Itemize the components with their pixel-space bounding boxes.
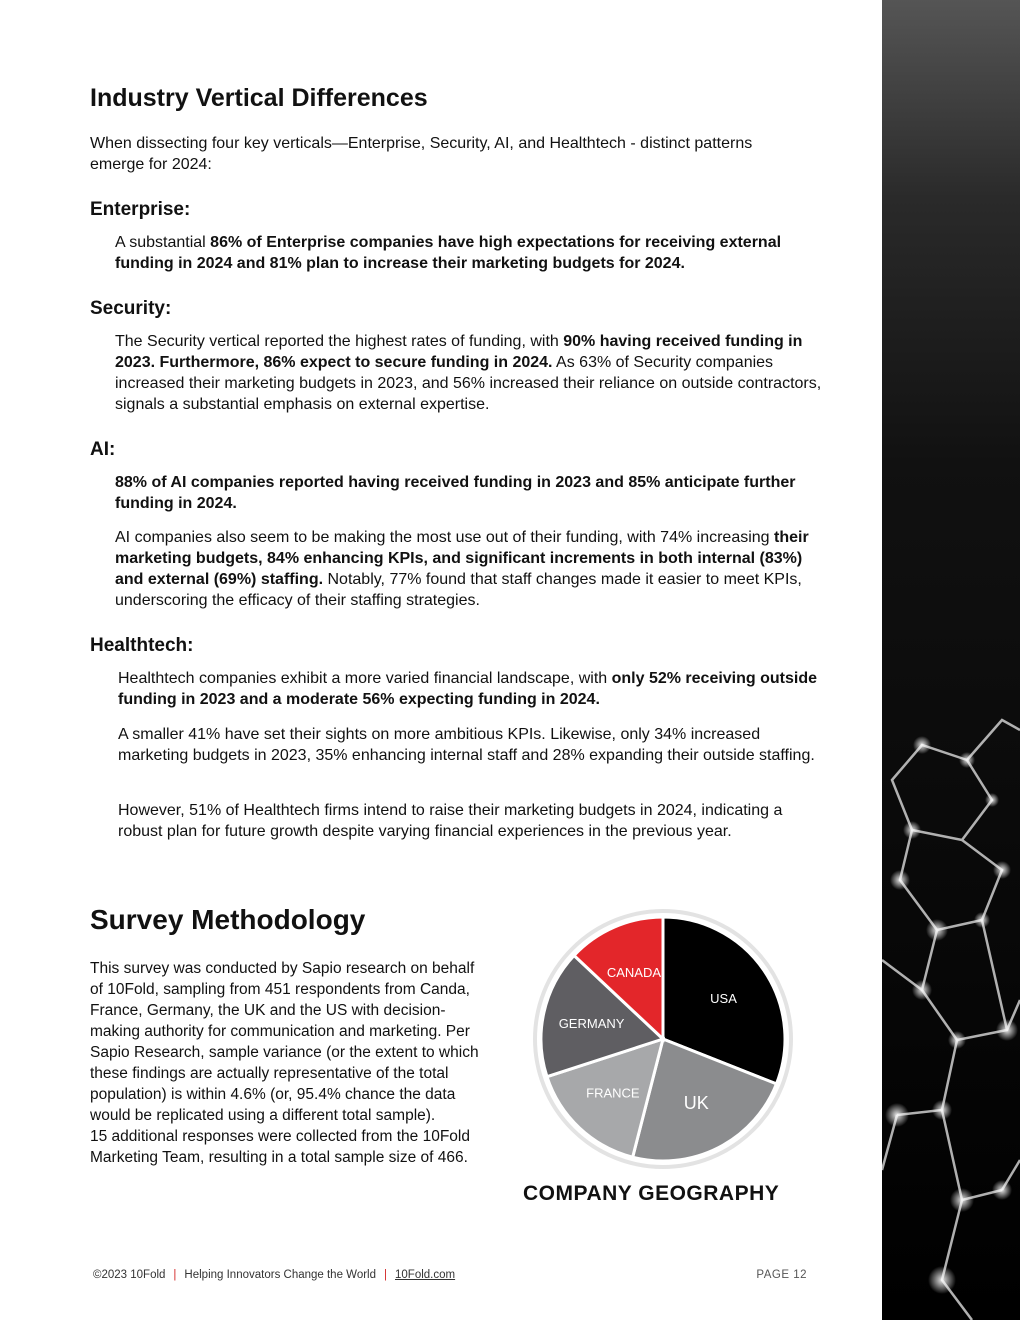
- healthtech-paragraph-2: A smaller 41% have set their sights on more ambitious KPIs. Likewise, only 34% increased marketing budgets in 2023, 35% enhancing internal staff and 28% expanding their outside staffing.: [118, 726, 815, 764]
- page-number: PAGE 12: [756, 1269, 807, 1281]
- section-title: Industry Vertical Differences: [90, 84, 428, 112]
- footer-link[interactable]: 10Fold.com: [395, 1269, 456, 1281]
- security-paragraph: The Security vertical reported the highest rates of funding, with 90% having received funding in 2023. Furthermore, 86% expect to secure funding in 2024. As 63% of Security companies increased their marketing budgets in 2023, and 56% increased their reliance on outside contractors, signals a substantial emphasis on external expertise.: [115, 333, 822, 413]
- pie-label-uk: UK: [683, 1093, 709, 1114]
- footer-copyright: ©2023 10Fold: [93, 1269, 166, 1281]
- decorative-network-image: [882, 0, 1020, 1320]
- footer-divider: |: [173, 1269, 177, 1281]
- ai-heading: AI:: [90, 439, 116, 460]
- methodology-text: [90, 958, 490, 1168]
- enterprise-paragraph: A substantial 86% of Enterprise companies have high expectations for receiving external funding in 2024 and 81% plan to increase their marketing budgets for 2024.: [115, 234, 782, 272]
- methodology-body: This survey was conducted by Sapio research on behalf of 10Fold, sampling from 451 respondents from Canda, France, Germany, the UK and the US with decision-making authority for communication and marketing. Per Sapio Research, sample variance (or the extent to which these findings are actually representative of the total population) is within 4.6% (or, 95.4% chance the data would be replicated using a different total sample).: [90, 960, 479, 1124]
- footer-divider: |: [384, 1269, 387, 1281]
- healthtech-paragraph-1: Healthtech companies exhibit a more varied financial landscape, with only 52% receiving outside funding in 2023 and a moderate 56% expecting funding in 2024.: [118, 670, 818, 708]
- footer: [93, 1269, 813, 1281]
- enterprise-heading: Enterprise:: [90, 199, 191, 220]
- healthtech-paragraph-3: However, 51% of Healthtech firms intend to raise their marketing budgets in 2024, indicating a robust plan for future growth despite varying financial experiences in the previous year.: [118, 802, 783, 840]
- pie-label-canada: CANADA: [606, 964, 662, 980]
- healthtech-heading: Healthtech:: [90, 635, 194, 656]
- ai-paragraph-2: AI companies also seem to be making the most use out of their funding, with 74% increasing their marketing budgets, 84% enhancing KPIs, and significant increments in both internal (83%) and external (69%) staffing. Notably, 77% found that staff changes made it easier to meet KPIs, underscoring the efficacy of their staffing strategies.: [115, 529, 809, 609]
- chart-title: COMPANY GEOGRAPHY: [523, 1182, 780, 1205]
- methodology-body-2: 15 additional responses were collected from the 10Fold Marketing Team, resulting in a total sample size of 466.: [90, 1128, 470, 1166]
- security-heading: Security:: [90, 298, 172, 319]
- ai-paragraph-1: 88% of AI companies reported having received funding in 2023 and 85% anticipate further funding in 2024.: [115, 474, 796, 512]
- pie-label-germany: GERMANY: [558, 1016, 625, 1032]
- pie-svg: [528, 904, 798, 1174]
- intro-paragraph: When dissecting four key verticals—Enterprise, Security, AI, and Healthtech - distinct patterns emerge for 2024:: [90, 135, 753, 173]
- geography-pie-chart: [528, 904, 798, 1174]
- pie-label-usa: USA: [710, 990, 737, 1006]
- pie-label-france: FRANCE: [586, 1085, 640, 1101]
- footer-tagline: Helping Innovators Change the World: [184, 1269, 376, 1281]
- methodology-title: Survey Methodology: [90, 904, 366, 935]
